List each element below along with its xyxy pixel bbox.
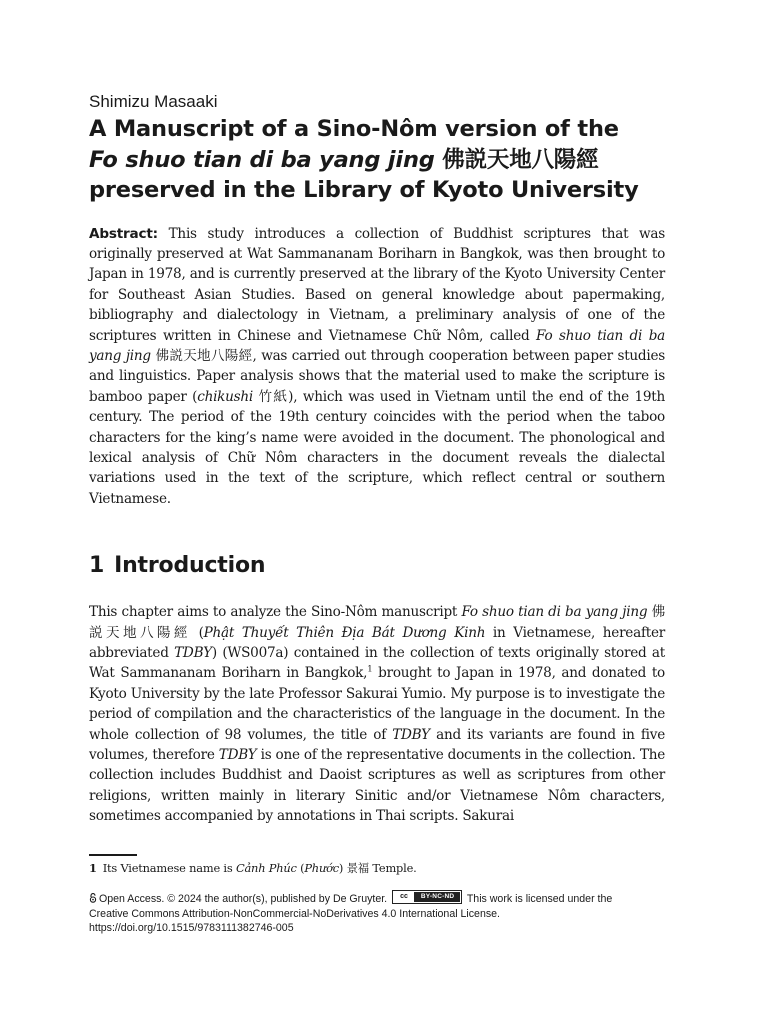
body-italic: Phật Thuyết Thiên Địa Bát Dương Kinh [203,624,486,641]
body-italic: TDBY [174,645,212,661]
body-text: and its variants are found in five volumes, therefore [89,726,665,764]
title-line-3: preserved in the Library of Kyoto University [89,177,639,203]
body-italic: Fo shuo tian di ba yang jing [461,604,648,621]
footnote-divider [89,854,137,856]
license-text-2: This work is licensed under the [466,893,613,905]
section-heading [89,553,665,578]
footnote [89,860,665,876]
author-name: Shimizu Masaaki [89,92,218,111]
body-text: ) (WS007a) contained in the collection of texts originally stored at Wat Sammananam Boriharn in Bangkok, [89,645,665,682]
body-italic: TDBY [392,726,430,743]
license-text-1: Open Access. © 2024 the author(s), published by De Gruyter. [99,893,388,905]
page-content [89,92,665,827]
license-line-1 [89,890,665,907]
cc-license-badge[interactable] [392,890,462,904]
section-title: Introduction [114,553,266,579]
license-line-2: Creative Commons Attribution-NonCommercial-NoDerivatives 4.0 International License. [89,907,500,920]
footnote-text: ) 景福 Temple. [338,861,417,875]
body-text: This chapter aims to analyze the Sino-Nôm manuscript [89,604,462,621]
open-access-icon [89,893,97,903]
body-text: 佛説天地八陽經 ( [89,604,665,641]
title-cjk: 佛説天地八陽經 [434,146,599,173]
title-italic: Fo shuo tian di ba yang jing [89,146,435,173]
abstract-text-1: This study introduces a collection of Buddhist scriptures that was originally preserved at Wat Sammananam Boriharn in Bangkok, was then brought to Japan in 1978, and is currently preserved at the library of the Kyoto University Center for Southeast Asian Studies. Based on general knowledge about papermaking, bibliography and dialectology in Vietnam, a preliminary analysis of one of the scriptures written in Chinese and Vietnamese Chữ Nôm, called [89,225,665,344]
chapter-title [89,114,665,206]
cc-badge-text: BY-NC-ND [415,892,460,902]
abstract-text-3: 竹紙), which was used in Vietnam until the end of the 19th century. The period of the 19th century coincides with the period when the taboo characters for the king’s name were avoided in the document. The phonological and lexical analysis of Chữ Nôm characters in the document reveals the dialectal variations used in the text of the scripture, which reflect central or southern Vietnamese. [89,388,665,507]
abstract-italic-1: Fo shuo tian di ba yang jing [89,327,665,364]
license-block [89,890,665,936]
footnote-italic: Phước [304,861,339,875]
body-text: in Vietnamese, hereafter abbreviated [89,624,665,661]
title-line-1: A Manuscript of a Sino-Nôm version of the [89,116,619,142]
abstract-label: Abstract: [89,225,158,242]
body-italic: TDBY [218,747,257,764]
footnote-text: ( [296,861,305,875]
footnote-number: 1 [89,861,97,875]
abstract-italic-2: chikushi [197,388,253,405]
abstract-text-2: 佛説天地八陽經, was carried out through cooperation between paper studies and linguistics. Paper analysis shows that the material used to make the scripture is bamboo paper ( [89,347,665,405]
body-paragraph [89,602,665,826]
doi-link[interactable]: https://doi.org/10.1515/9783111382746-005 [89,922,294,935]
body-text: is one of the representative documents in the collection. The collection includes Buddhist and Daoist scriptures as well as scriptures from other religions, written mainly in literary Sinitic and/or Vietnamese Nôm characters, sometimes accompanied by annotations in Thai scripts. Sakurai [89,747,665,825]
footnote-reference[interactable]: 1 [367,664,373,675]
section-number: 1 [89,553,105,579]
abstract [89,224,665,510]
footnote-text: Its Vietnamese name is [102,861,236,875]
cc-icon: cc [394,892,415,902]
footnote-italic: Cảnh Phúc [235,861,297,875]
body-text: brought to Japan in 1978, and donated to Kyoto University by the late Professor Sakurai Yumio. My purpose is to investigate the period of compilation and the characteristics of the language in the document. In the whole collection of 98 volumes, the title of [89,665,665,743]
